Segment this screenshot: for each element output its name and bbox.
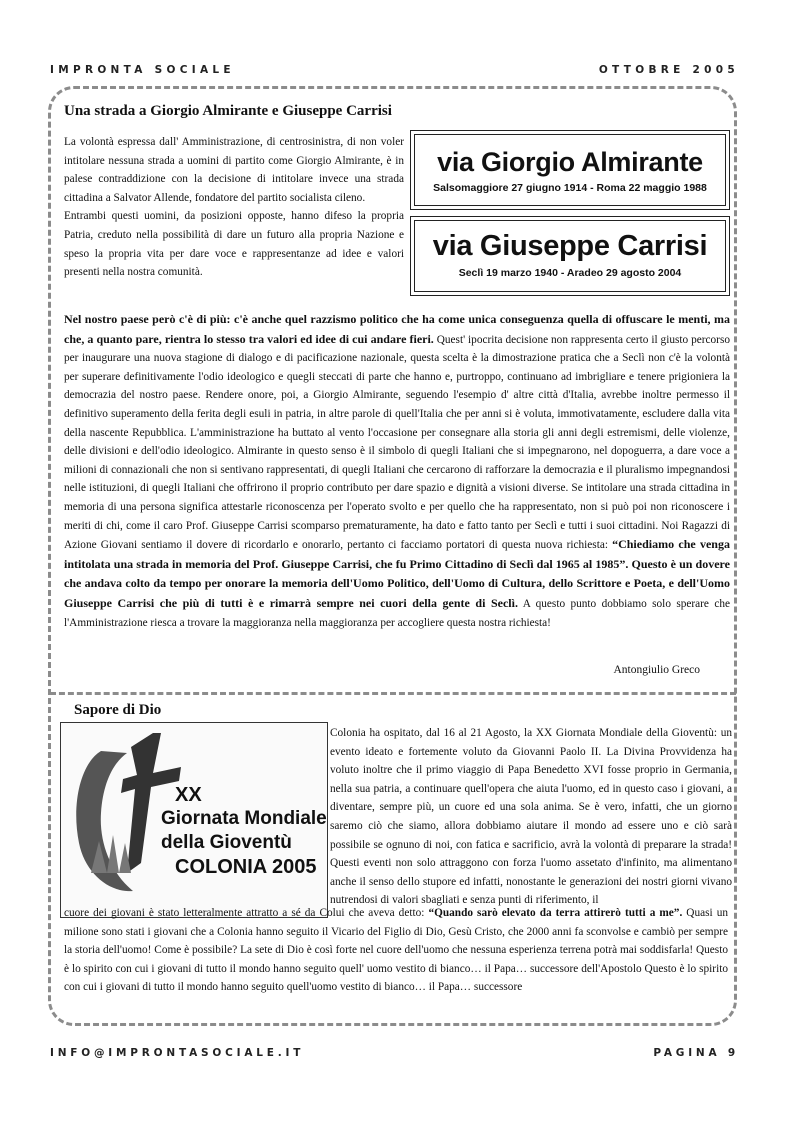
logo-year: COLONIA 2005: [175, 856, 317, 878]
contact-email[interactable]: INFO@IMPRONTASOCIALE.IT: [50, 1047, 305, 1059]
street-sign-dates: Salsomaggiore 27 giugno 1914 - Roma 22 maggio 1988: [433, 182, 707, 194]
street-sign-carrisi: [410, 216, 730, 296]
street-sign-dates: Seclì 19 marzo 1940 - Aradeo 29 agosto 2004: [458, 267, 682, 279]
article-title: Una strada a Giorgio Almirante e Giuseppe Carrisi: [64, 103, 392, 119]
section-divider: [50, 692, 736, 695]
intro-paragraph-2: Entrambi questi uomini, da posizioni opposte, hanno difeso la propria Patria, creduto nella possibilità di dare un futuro alla propria Nazione e speso la propria vita per dare voce e rappresentanze ad idee e valori presenti nella nostra comunità.: [64, 210, 404, 279]
street-sign-name: via Giorgio Almirante: [437, 147, 703, 177]
body-paragraph: Quasi un milione sono stati i giovani che a Colonia hanno seguito il Vicario del Figlio di Dio, Gesù Cristo, che 2000 anni fa sconvolse e cambiò per sempre la storia dell'uomo! Come è possibile? La sete di Dio è così forte nel cuore dell'uomo che nessuna esperienza terrena potrà mai soddisfarla! Questo è lo spirito con cui i giovani di tutto il mondo hanno seguito quell' uomo vestito di bianco… il Papa… successore dell'Apostolo Questo è lo spirito con cui i giovani di tutto il mondo hanno seguito quell'uomo vestito di bianco… il Papa… successore: [64, 907, 728, 994]
article-body: [64, 310, 730, 632]
article2-body-continued: [64, 904, 728, 997]
body-paragraph: Quest' ipocrita decisione non rappresenta certo il giusto percorso per inaugurare una nuova stagione di dialogo e di pacificazione nazionale, questa scelta è la dimostrazione pratica che a Seclì non c'è la volontà per superare definitivamente l'odio ideologico e quegli steccati di parte che hanno e, purtroppo, continuano ad imbrigliare e tenere prigioniera la democrazia del nostro paese. Rendere onore, poi, a Giorgio Almirante, seguendo l'esempio d' altre città d'Italia, avrebbe inoltre permesso il definitivo superamento della ferita degli esuli in patria, in altre parole di quell'Italia che per anni si è voluta, immotivatamente, escludere dalla vita della nascente Repubblica. L'amministrazione ha buttato al vento l'occasione per consegnare alla storia gli anni degli estremismi, delle violenze, delle divisioni e dell'odio ideologico. Almirante in questo senso è il simbolo di quegli Italiani che si impegnarono, nel dopoguerra, a dare voce a milioni di connazionali che non si sentivano rappresentati, di quegli Italiani che cercarono di rafforzare la democrazia e il pluralismo impegnandosi nelle istituzioni, di quegli Italiani che offrirono il proprio contributo per dare spazio e dignità a visioni diverse. Se intitolare una strada cittadina in memoria di una persona significa attestarle riconoscenza per l'operato svolto e per quello che ha rappresentato, non si può poi non riconoscere i meriti di chi, come il caro Prof. Giuseppe Carrisi scomparso prematuramente, ha dato e fatto tanto per Seclì e tutti i suoi cittadini. Noi Ragazzi di Azione Giovani sentiamo il dovere di ricordarlo e onorarlo, pertanto ci facciamo portatori di questa nuova richiesta:: [64, 333, 730, 552]
article2-body: Colonia ha ospitato, dal 16 al 21 Agosto, la XX Giornata Mondiale della Gioventù: un evento ideato e fortemente voluto da Giovanni Paolo II. La Divina Provvidenza ha voluto inoltre che il primo viaggio di Papa Benedetto XVI fosse proprio in Germania, nella sua patria, a continuare quell'opera che aiuta l'uomo, ed in questo caso i giovani, a diventare, sempre più, un cuore ed una sola anima. Se è vero, infatti, che un giorno saremo ciò che siamo, allora dobbiamo aiutare il mondo ad essere uno e ciò sarà possibile se ognuno di noi, con fatica e sacrificio, avrà la volontà di preparare la strada! Questi eventi non solo attraggono con forza l'uomo assetato d'infinito, ma alimentano anche il senso dello stupore ed infatti, nonostante le generazioni dei nostri giorni vivano nutrendosi di valori sbagliati e senza punti di riferimento, il: [330, 727, 732, 907]
publication-name: IMPRONTA SOCIALE: [50, 64, 235, 76]
page-number: PAGINA 9: [653, 1047, 739, 1059]
quote: “Quando sarò elevato da terra attirerò tutti a me”.: [428, 907, 683, 919]
issue-date: OTTOBRE 2005: [598, 64, 739, 76]
body-paragraph: cuore dei giovani è stato letteralmente attratto a sé da Colui che aveva detto:: [64, 907, 429, 919]
article-intro: [64, 133, 404, 282]
logo-line: della Gioventù: [161, 832, 292, 853]
logo-line: Giornata Mondiale: [161, 808, 327, 829]
wyd-logo: [60, 722, 328, 918]
street-sign-name: via Giuseppe Carrisi: [432, 230, 708, 262]
bold-statement: Nel nostro paese però c'è di più: c'è anche quel razzismo politico che ha come unica conseguenza quella di offuscare le menti, ma che, a quanto pare, rientra lo stesso tra valori ed idee di cui andare fieri.: [64, 312, 730, 346]
request-statement: “Chiediamo che venga intitolata una strada in memoria del Prof. Giuseppe Carrisi, che fu Primo Cittadino di Seclì dal 1965 al 1985”. Questo è un dovere che andava colto da tempo per onorare la memoria dell'Uomo Politico, dell'Uomo di Cultura, dello Scrittore e Poeta, e dell'Uomo Giuseppe Carrisi che più di tutti è e rimarrà sempre nei cuori della gente di Seclì.: [64, 537, 730, 610]
logo-number: XX: [175, 784, 202, 806]
closing-paragraph: A questo punto dobbiamo solo sperare che l'Amministrazione riesca a trovare la maggioranza nella maggioranza per accogliere questa nostra richiesta!: [64, 597, 730, 629]
article-title-2: Sapore di Dio: [74, 702, 162, 718]
article-author: Antongiulio Greco: [613, 664, 700, 676]
intro-paragraph: La volontà espressa dall' Amministrazione, di centrosinistra, di non voler intitolare nessuna strada a uomini di partito come Giorgio Almirante, è in palese contraddizione con la decisione di intitolare invece una strada cittadina a Salvator Allende, fondatore del partito socialista cileno.: [64, 136, 404, 204]
street-sign-almirante: [410, 130, 730, 210]
